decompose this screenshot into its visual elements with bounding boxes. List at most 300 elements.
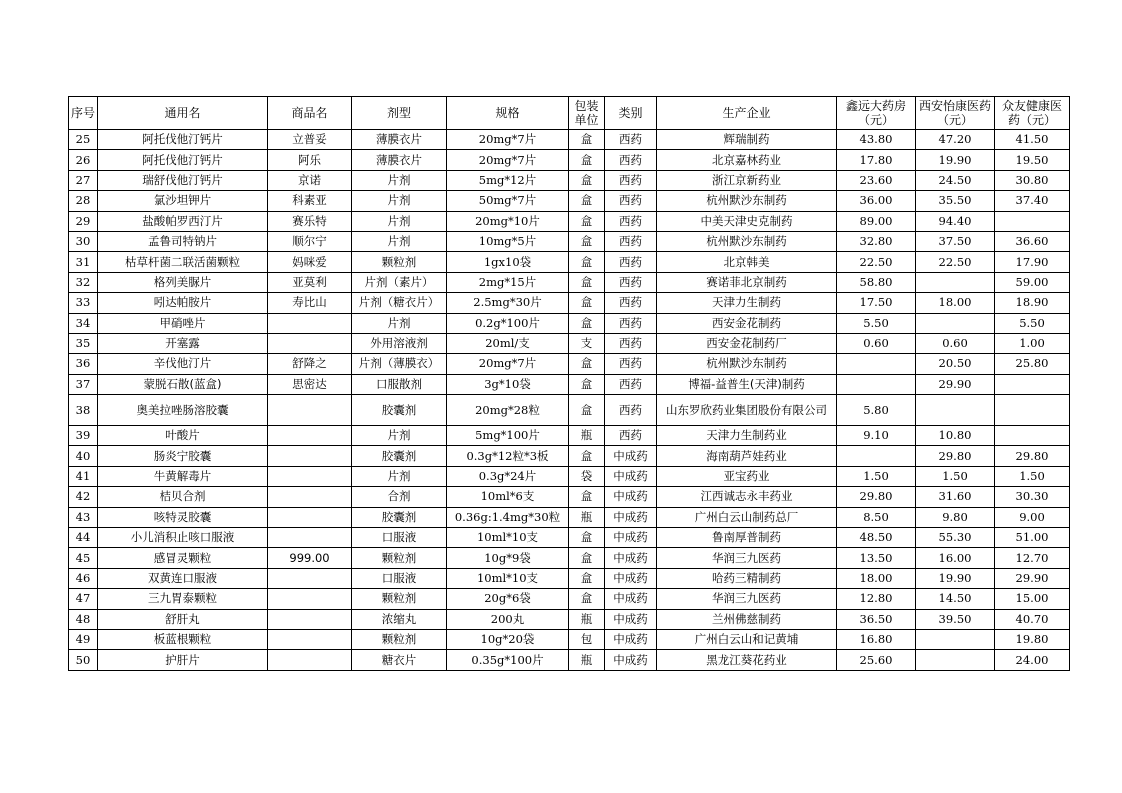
cell-generic-name: 小儿消积止咳口服液 xyxy=(98,528,268,548)
cell-category: 西药 xyxy=(605,293,657,313)
cell-dosage-form: 合剂 xyxy=(352,487,447,507)
cell-dosage-form: 片剂 xyxy=(352,426,447,446)
cell-manufacturer: 杭州默沙东制药 xyxy=(657,354,837,374)
cell-index: 44 xyxy=(69,528,98,548)
cell-price-zhongyou: 29.90 xyxy=(995,568,1070,588)
cell-price-xinyuanda: 8.50 xyxy=(837,507,916,527)
cell-brand-name xyxy=(268,507,352,527)
col-header-generic-name: 通用名 xyxy=(98,97,268,130)
cell-spec: 20mg*10片 xyxy=(447,211,569,231)
cell-generic-name: 感冒灵颗粒 xyxy=(98,548,268,568)
table-row xyxy=(69,313,1070,333)
cell-generic-name: 桔贝合剂 xyxy=(98,487,268,507)
cell-brand-name xyxy=(268,426,352,446)
cell-category: 中成药 xyxy=(605,446,657,466)
cell-price-zhongyou: 1.00 xyxy=(995,333,1070,353)
col-header-index: 序号 xyxy=(69,97,98,130)
cell-pack-unit: 支 xyxy=(569,333,605,353)
cell-price-xian-yikang: 29.90 xyxy=(916,374,995,394)
cell-generic-name: 孟鲁司特钠片 xyxy=(98,231,268,251)
cell-pack-unit: 瓶 xyxy=(569,609,605,629)
cell-price-xinyuanda xyxy=(837,354,916,374)
cell-brand-name xyxy=(268,568,352,588)
cell-category: 西药 xyxy=(605,354,657,374)
col-header-price-xinyuanda: 鑫远大药房（元） xyxy=(837,97,916,130)
cell-dosage-form: 片剂（糖衣片） xyxy=(352,293,447,313)
col-header-category: 类别 xyxy=(605,97,657,130)
cell-price-zhongyou: 9.00 xyxy=(995,507,1070,527)
cell-dosage-form: 片剂 xyxy=(352,313,447,333)
cell-brand-name xyxy=(268,313,352,333)
cell-brand-name xyxy=(268,609,352,629)
cell-spec: 2.5mg*30片 xyxy=(447,293,569,313)
table-row xyxy=(69,170,1070,190)
table-row xyxy=(69,446,1070,466)
cell-pack-unit: 盒 xyxy=(569,487,605,507)
cell-manufacturer: 黑龙江葵花药业 xyxy=(657,650,837,670)
cell-brand-name: 阿乐 xyxy=(268,150,352,170)
cell-index: 25 xyxy=(69,130,98,150)
cell-pack-unit: 袋 xyxy=(569,466,605,486)
cell-price-zhongyou: 5.50 xyxy=(995,313,1070,333)
cell-price-xian-yikang xyxy=(916,313,995,333)
cell-manufacturer: 华润三九医药 xyxy=(657,548,837,568)
cell-price-xian-yikang: 19.90 xyxy=(916,150,995,170)
cell-price-xinyuanda: 0.60 xyxy=(837,333,916,353)
cell-price-zhongyou: 19.80 xyxy=(995,629,1070,649)
cell-dosage-form: 薄膜衣片 xyxy=(352,150,447,170)
cell-category: 西药 xyxy=(605,211,657,231)
cell-generic-name: 盐酸帕罗西汀片 xyxy=(98,211,268,231)
cell-dosage-form: 片剂 xyxy=(352,170,447,190)
table-row xyxy=(69,426,1070,446)
cell-price-zhongyou xyxy=(995,211,1070,231)
cell-brand-name: 科素亚 xyxy=(268,191,352,211)
cell-price-xinyuanda: 18.00 xyxy=(837,568,916,588)
table-row xyxy=(69,528,1070,548)
cell-generic-name: 咳特灵胶囊 xyxy=(98,507,268,527)
cell-generic-name: 阿托伐他汀钙片 xyxy=(98,150,268,170)
cell-brand-name xyxy=(268,446,352,466)
cell-price-zhongyou: 37.40 xyxy=(995,191,1070,211)
cell-spec: 0.3g*12粒*3板 xyxy=(447,446,569,466)
cell-price-xinyuanda: 32.80 xyxy=(837,231,916,251)
cell-category: 中成药 xyxy=(605,548,657,568)
cell-spec: 50mg*7片 xyxy=(447,191,569,211)
cell-spec: 10ml*6支 xyxy=(447,487,569,507)
cell-price-xinyuanda xyxy=(837,374,916,394)
cell-price-zhongyou: 51.00 xyxy=(995,528,1070,548)
cell-price-xinyuanda: 17.80 xyxy=(837,150,916,170)
table-row xyxy=(69,374,1070,394)
cell-pack-unit: 盒 xyxy=(569,354,605,374)
cell-spec: 0.2g*100片 xyxy=(447,313,569,333)
cell-index: 48 xyxy=(69,609,98,629)
table-row xyxy=(69,466,1070,486)
cell-pack-unit: 瓶 xyxy=(569,650,605,670)
cell-manufacturer: 海南葫芦娃药业 xyxy=(657,446,837,466)
col-header-brand-name: 商品名 xyxy=(268,97,352,130)
cell-category: 中成药 xyxy=(605,507,657,527)
cell-price-xian-yikang: 14.50 xyxy=(916,589,995,609)
cell-price-xian-yikang: 10.80 xyxy=(916,426,995,446)
cell-price-xinyuanda: 43.80 xyxy=(837,130,916,150)
cell-price-xian-yikang: 20.50 xyxy=(916,354,995,374)
cell-category: 西药 xyxy=(605,252,657,272)
cell-generic-name: 格列美脲片 xyxy=(98,272,268,292)
cell-price-zhongyou xyxy=(995,395,1070,426)
cell-generic-name: 三九胃泰颗粒 xyxy=(98,589,268,609)
cell-spec: 0.3g*24片 xyxy=(447,466,569,486)
drug-price-table xyxy=(68,96,1070,671)
cell-index: 32 xyxy=(69,272,98,292)
cell-dosage-form: 片剂（薄膜衣） xyxy=(352,354,447,374)
cell-index: 50 xyxy=(69,650,98,670)
cell-price-xian-yikang xyxy=(916,650,995,670)
cell-pack-unit: 盒 xyxy=(569,548,605,568)
cell-dosage-form: 颗粒剂 xyxy=(352,548,447,568)
cell-pack-unit: 瓶 xyxy=(569,426,605,446)
cell-manufacturer: 华润三九医药 xyxy=(657,589,837,609)
cell-index: 39 xyxy=(69,426,98,446)
cell-price-xian-yikang xyxy=(916,395,995,426)
cell-price-xinyuanda: 5.80 xyxy=(837,395,916,426)
cell-index: 41 xyxy=(69,466,98,486)
cell-price-xian-yikang: 55.30 xyxy=(916,528,995,548)
cell-index: 38 xyxy=(69,395,98,426)
cell-index: 45 xyxy=(69,548,98,568)
cell-manufacturer: 兰州佛慈制药 xyxy=(657,609,837,629)
cell-price-zhongyou: 25.80 xyxy=(995,354,1070,374)
cell-spec: 2mg*15片 xyxy=(447,272,569,292)
cell-manufacturer: 西安金花制药厂 xyxy=(657,333,837,353)
cell-spec: 10mg*5片 xyxy=(447,231,569,251)
cell-spec: 10g*20袋 xyxy=(447,629,569,649)
cell-generic-name: 蒙脱石散(蓝盒) xyxy=(98,374,268,394)
cell-price-xian-yikang: 47.20 xyxy=(916,130,995,150)
cell-manufacturer: 江西诚志永丰药业 xyxy=(657,487,837,507)
cell-spec: 0.35g*100片 xyxy=(447,650,569,670)
cell-dosage-form: 胶囊剂 xyxy=(352,507,447,527)
cell-generic-name: 牛黄解毒片 xyxy=(98,466,268,486)
cell-brand-name xyxy=(268,487,352,507)
cell-brand-name: 亚莫利 xyxy=(268,272,352,292)
cell-price-zhongyou: 59.00 xyxy=(995,272,1070,292)
cell-price-xian-yikang: 35.50 xyxy=(916,191,995,211)
cell-brand-name: 舒降之 xyxy=(268,354,352,374)
cell-manufacturer: 辉瑞制药 xyxy=(657,130,837,150)
cell-category: 西药 xyxy=(605,395,657,426)
cell-manufacturer: 广州白云山制药总厂 xyxy=(657,507,837,527)
cell-manufacturer: 赛诺菲北京制药 xyxy=(657,272,837,292)
table-row xyxy=(69,293,1070,313)
table-body xyxy=(69,130,1070,671)
cell-dosage-form: 颗粒剂 xyxy=(352,252,447,272)
cell-category: 中成药 xyxy=(605,466,657,486)
cell-price-xinyuanda: 9.10 xyxy=(837,426,916,446)
cell-generic-name: 肠炎宁胶囊 xyxy=(98,446,268,466)
cell-generic-name: 开塞露 xyxy=(98,333,268,353)
cell-index: 36 xyxy=(69,354,98,374)
cell-dosage-form: 外用溶液剂 xyxy=(352,333,447,353)
table-row xyxy=(69,252,1070,272)
cell-pack-unit: 盒 xyxy=(569,191,605,211)
cell-generic-name: 奥美拉唑肠溶胶囊 xyxy=(98,395,268,426)
cell-manufacturer: 杭州默沙东制药 xyxy=(657,191,837,211)
cell-dosage-form: 片剂 xyxy=(352,191,447,211)
cell-dosage-form: 薄膜衣片 xyxy=(352,130,447,150)
col-header-pack-unit: 包装单位 xyxy=(569,97,605,130)
cell-brand-name: 思密达 xyxy=(268,374,352,394)
cell-dosage-form: 口服液 xyxy=(352,568,447,588)
cell-index: 26 xyxy=(69,150,98,170)
cell-price-xian-yikang: 24.50 xyxy=(916,170,995,190)
cell-brand-name: 妈咪爱 xyxy=(268,252,352,272)
cell-spec: 20mg*7片 xyxy=(447,130,569,150)
cell-price-zhongyou: 30.80 xyxy=(995,170,1070,190)
table-row xyxy=(69,130,1070,150)
cell-index: 28 xyxy=(69,191,98,211)
cell-price-xinyuanda: 12.80 xyxy=(837,589,916,609)
cell-price-xinyuanda: 1.50 xyxy=(837,466,916,486)
cell-pack-unit: 盒 xyxy=(569,211,605,231)
cell-generic-name: 双黄连口服液 xyxy=(98,568,268,588)
cell-price-zhongyou: 15.00 xyxy=(995,589,1070,609)
cell-generic-name: 瑞舒伐他汀钙片 xyxy=(98,170,268,190)
cell-price-xian-yikang: 9.80 xyxy=(916,507,995,527)
cell-spec: 0.36g:1.4mg*30粒 xyxy=(447,507,569,527)
cell-category: 中成药 xyxy=(605,528,657,548)
cell-generic-name: 阿托伐他汀钙片 xyxy=(98,130,268,150)
cell-price-xinyuanda: 23.60 xyxy=(837,170,916,190)
cell-dosage-form: 片剂（素片） xyxy=(352,272,447,292)
cell-price-xinyuanda: 13.50 xyxy=(837,548,916,568)
cell-dosage-form: 颗粒剂 xyxy=(352,589,447,609)
cell-price-zhongyou: 40.70 xyxy=(995,609,1070,629)
cell-generic-name: 枯草杆菌二联活菌颗粒 xyxy=(98,252,268,272)
col-header-dosage-form: 剂型 xyxy=(352,97,447,130)
cell-pack-unit: 盒 xyxy=(569,272,605,292)
cell-category: 西药 xyxy=(605,130,657,150)
cell-index: 40 xyxy=(69,446,98,466)
cell-price-zhongyou xyxy=(995,374,1070,394)
cell-spec: 10g*9袋 xyxy=(447,548,569,568)
table-row xyxy=(69,395,1070,426)
cell-spec: 10ml*10支 xyxy=(447,568,569,588)
table-row xyxy=(69,211,1070,231)
cell-price-xinyuanda: 16.80 xyxy=(837,629,916,649)
cell-index: 47 xyxy=(69,589,98,609)
cell-brand-name: 京诺 xyxy=(268,170,352,190)
cell-pack-unit: 盒 xyxy=(569,568,605,588)
cell-price-xinyuanda: 5.50 xyxy=(837,313,916,333)
cell-generic-name: 舒肝丸 xyxy=(98,609,268,629)
cell-brand-name xyxy=(268,528,352,548)
cell-price-xinyuanda: 22.50 xyxy=(837,252,916,272)
cell-dosage-form: 片剂 xyxy=(352,466,447,486)
cell-brand-name xyxy=(268,629,352,649)
col-header-manufacturer: 生产企业 xyxy=(657,97,837,130)
cell-price-xinyuanda xyxy=(837,446,916,466)
cell-manufacturer: 博福-益普生(天津)制药 xyxy=(657,374,837,394)
cell-price-zhongyou: 1.50 xyxy=(995,466,1070,486)
cell-dosage-form: 糖衣片 xyxy=(352,650,447,670)
header-row xyxy=(69,97,1070,130)
cell-category: 西药 xyxy=(605,170,657,190)
cell-generic-name: 甲硝唑片 xyxy=(98,313,268,333)
cell-pack-unit: 盒 xyxy=(569,446,605,466)
cell-brand-name xyxy=(268,466,352,486)
cell-pack-unit: 盒 xyxy=(569,293,605,313)
cell-price-zhongyou: 29.80 xyxy=(995,446,1070,466)
cell-index: 33 xyxy=(69,293,98,313)
cell-manufacturer: 天津力生制药 xyxy=(657,293,837,313)
cell-price-xinyuanda: 48.50 xyxy=(837,528,916,548)
cell-spec: 1gx10袋 xyxy=(447,252,569,272)
cell-pack-unit: 盒 xyxy=(569,231,605,251)
cell-category: 中成药 xyxy=(605,487,657,507)
cell-pack-unit: 盒 xyxy=(569,395,605,426)
cell-brand-name xyxy=(268,395,352,426)
table-row xyxy=(69,231,1070,251)
cell-category: 西药 xyxy=(605,374,657,394)
table-row xyxy=(69,507,1070,527)
cell-price-xian-yikang: 19.90 xyxy=(916,568,995,588)
cell-price-xinyuanda: 58.80 xyxy=(837,272,916,292)
cell-price-xian-yikang: 94.40 xyxy=(916,211,995,231)
cell-price-xian-yikang xyxy=(916,629,995,649)
cell-manufacturer: 哈药三精制药 xyxy=(657,568,837,588)
cell-category: 西药 xyxy=(605,191,657,211)
cell-pack-unit: 盒 xyxy=(569,313,605,333)
cell-brand-name xyxy=(268,333,352,353)
cell-dosage-form: 口服散剂 xyxy=(352,374,447,394)
cell-spec: 5mg*12片 xyxy=(447,170,569,190)
cell-index: 46 xyxy=(69,568,98,588)
cell-manufacturer: 天津力生制药业 xyxy=(657,426,837,446)
table-row xyxy=(69,191,1070,211)
cell-brand-name: 赛乐特 xyxy=(268,211,352,231)
table-row xyxy=(69,272,1070,292)
cell-category: 中成药 xyxy=(605,650,657,670)
cell-pack-unit: 盒 xyxy=(569,130,605,150)
cell-price-zhongyou xyxy=(995,426,1070,446)
cell-pack-unit: 盒 xyxy=(569,528,605,548)
table-row xyxy=(69,629,1070,649)
cell-generic-name: 板蓝根颗粒 xyxy=(98,629,268,649)
cell-spec: 3g*10袋 xyxy=(447,374,569,394)
cell-category: 西药 xyxy=(605,426,657,446)
table-row xyxy=(69,589,1070,609)
cell-index: 37 xyxy=(69,374,98,394)
cell-index: 30 xyxy=(69,231,98,251)
cell-pack-unit: 盒 xyxy=(569,589,605,609)
table-row xyxy=(69,568,1070,588)
cell-price-zhongyou: 30.30 xyxy=(995,487,1070,507)
cell-category: 中成药 xyxy=(605,629,657,649)
cell-price-zhongyou: 36.60 xyxy=(995,231,1070,251)
table-row xyxy=(69,487,1070,507)
cell-generic-name: 护肝片 xyxy=(98,650,268,670)
cell-price-xian-yikang: 0.60 xyxy=(916,333,995,353)
cell-spec: 5mg*100片 xyxy=(447,426,569,446)
cell-price-xinyuanda: 25.60 xyxy=(837,650,916,670)
cell-manufacturer: 杭州默沙东制药 xyxy=(657,231,837,251)
cell-manufacturer: 北京韩美 xyxy=(657,252,837,272)
cell-category: 中成药 xyxy=(605,609,657,629)
cell-price-zhongyou: 17.90 xyxy=(995,252,1070,272)
cell-manufacturer: 广州白云山和记黄埔 xyxy=(657,629,837,649)
cell-spec: 20ml/支 xyxy=(447,333,569,353)
cell-price-xian-yikang: 39.50 xyxy=(916,609,995,629)
table-row xyxy=(69,354,1070,374)
cell-category: 西药 xyxy=(605,150,657,170)
cell-price-xinyuanda: 89.00 xyxy=(837,211,916,231)
cell-pack-unit: 包 xyxy=(569,629,605,649)
cell-manufacturer: 亚宝药业 xyxy=(657,466,837,486)
cell-generic-name: 吲达帕胺片 xyxy=(98,293,268,313)
cell-spec: 20mg*7片 xyxy=(447,354,569,374)
cell-spec: 10ml*10支 xyxy=(447,528,569,548)
cell-category: 西药 xyxy=(605,333,657,353)
cell-index: 34 xyxy=(69,313,98,333)
cell-manufacturer: 西安金花制药 xyxy=(657,313,837,333)
cell-brand-name: 寿比山 xyxy=(268,293,352,313)
cell-pack-unit: 盒 xyxy=(569,170,605,190)
table-row xyxy=(69,333,1070,353)
cell-category: 西药 xyxy=(605,313,657,333)
table-row xyxy=(69,150,1070,170)
table-row xyxy=(69,609,1070,629)
cell-price-xian-yikang: 29.80 xyxy=(916,446,995,466)
cell-dosage-form: 口服液 xyxy=(352,528,447,548)
cell-price-xian-yikang: 16.00 xyxy=(916,548,995,568)
cell-pack-unit: 盒 xyxy=(569,150,605,170)
cell-generic-name: 叶酸片 xyxy=(98,426,268,446)
cell-index: 31 xyxy=(69,252,98,272)
cell-price-xian-yikang: 31.60 xyxy=(916,487,995,507)
cell-price-xinyuanda: 17.50 xyxy=(837,293,916,313)
cell-price-xian-yikang: 22.50 xyxy=(916,252,995,272)
cell-spec: 20g*6袋 xyxy=(447,589,569,609)
cell-dosage-form: 胶囊剂 xyxy=(352,395,447,426)
cell-category: 西药 xyxy=(605,231,657,251)
cell-brand-name: 立普妥 xyxy=(268,130,352,150)
cell-price-xian-yikang xyxy=(916,272,995,292)
col-header-price-zhongyou: 众友健康医药（元） xyxy=(995,97,1070,130)
cell-dosage-form: 浓缩丸 xyxy=(352,609,447,629)
cell-category: 中成药 xyxy=(605,568,657,588)
cell-brand-name: 999.00 xyxy=(268,548,352,568)
cell-manufacturer: 浙江京新药业 xyxy=(657,170,837,190)
cell-price-xian-yikang: 1.50 xyxy=(916,466,995,486)
cell-price-zhongyou: 24.00 xyxy=(995,650,1070,670)
cell-price-zhongyou: 19.50 xyxy=(995,150,1070,170)
col-header-spec: 规格 xyxy=(447,97,569,130)
cell-dosage-form: 片剂 xyxy=(352,211,447,231)
cell-price-xinyuanda: 29.80 xyxy=(837,487,916,507)
cell-brand-name xyxy=(268,650,352,670)
cell-generic-name: 辛伐他汀片 xyxy=(98,354,268,374)
table-row xyxy=(69,650,1070,670)
cell-price-xian-yikang: 37.50 xyxy=(916,231,995,251)
cell-price-xian-yikang: 18.00 xyxy=(916,293,995,313)
cell-price-xinyuanda: 36.00 xyxy=(837,191,916,211)
cell-manufacturer: 北京嘉林药业 xyxy=(657,150,837,170)
cell-spec: 200丸 xyxy=(447,609,569,629)
cell-pack-unit: 盒 xyxy=(569,374,605,394)
cell-pack-unit: 盒 xyxy=(569,252,605,272)
